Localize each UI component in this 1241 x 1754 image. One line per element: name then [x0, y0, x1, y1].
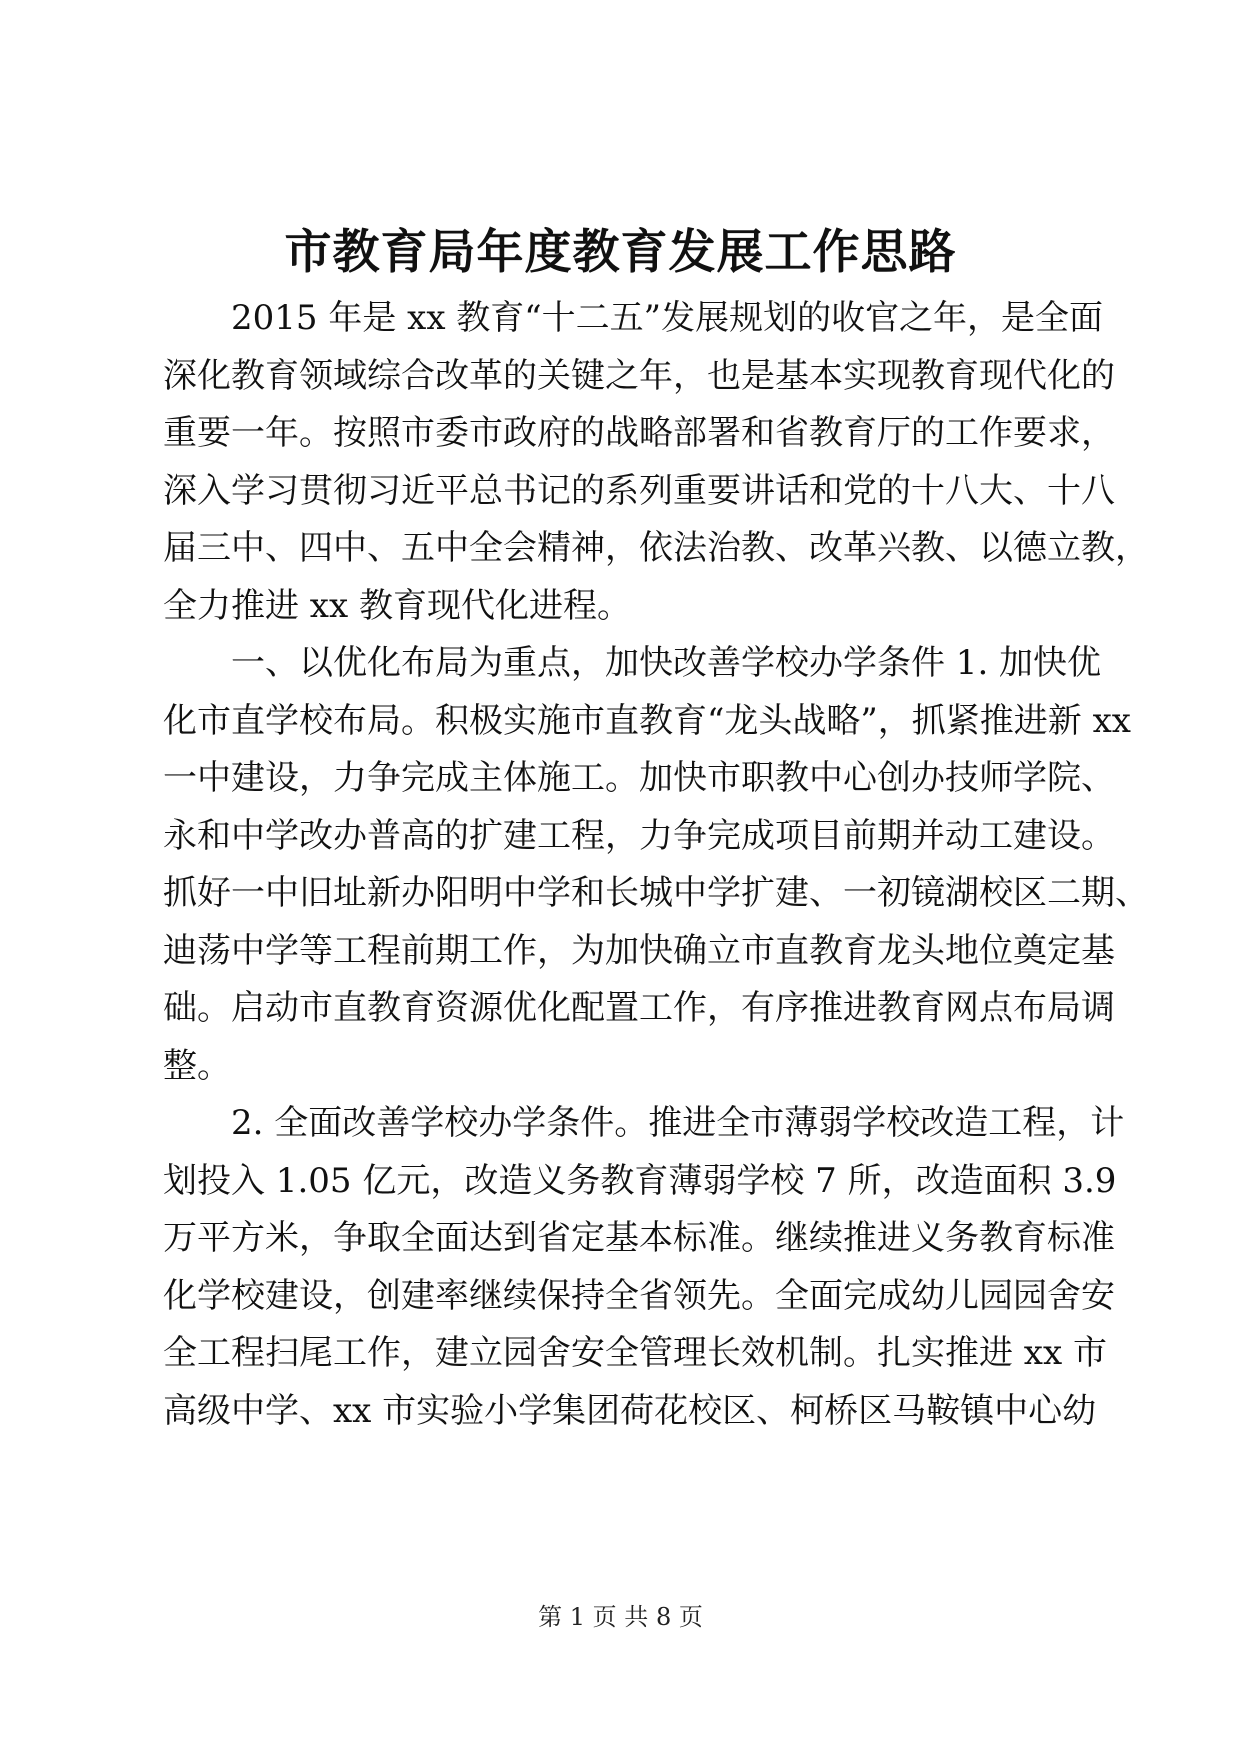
paragraph-line: 2015 年是 xx 教育“十二五”发展规划的收官之年，是全面 [231, 298, 1104, 338]
paragraph-line: 2. 全面改善学校办学条件。推进全市薄弱学校改造工程，计 [231, 1103, 1125, 1143]
paragraph-line: 深入学习贯彻习近平总书记的系列重要讲话和党的十八大、十八 [163, 470, 1115, 511]
document-title: 市教育局年度教育发展工作思路 [284, 225, 957, 280]
paragraph-line: 万平方米，争取全面达到省定基本标准。继续推进义务教育标准 [163, 1218, 1115, 1258]
paragraph-line: 深化教育领域综合改革的关键之年，也是基本实现教育现代化的 [163, 355, 1115, 396]
paragraph-line: 一中建设，力争完成主体施工。加快市职教中心创办技师学院、 [163, 758, 1115, 798]
paragraph-line: 永和中学改办普高的扩建工程，力争完成项目前期并动工建设。 [163, 815, 1115, 856]
page-number-footer: 第 1 页 共 8 页 [538, 1603, 703, 1631]
paragraph-line: 化市直学校布局。积极实施市直教育“龙头战略”，抓紧推进新 xx [163, 700, 1131, 741]
paragraph-line: 整。 [163, 1045, 231, 1086]
paragraph-line: 全力推进 xx 教育现代化进程。 [163, 585, 631, 626]
document-body [163, 290, 1149, 1440]
paragraph-line: 抓好一中旧址新办阳明中学和长城中学扩建、一初镜湖校区二期、 [163, 873, 1149, 913]
paragraph-line: 化学校建设，创建率继续保持全省领先。全面完成幼儿园园舍安 [163, 1275, 1115, 1316]
paragraph-line: 础。启动市直教育资源优化配置工作，有序推进教育网点布局调 [163, 988, 1115, 1028]
paragraph-line: 届三中、四中、五中全会精神，依法治教、改革兴教、以德立教， [163, 528, 1149, 568]
paragraph-line: 一、以优化布局为重点，加快改善学校办学条件 1. 加快优 [231, 643, 1102, 683]
paragraph-line: 全工程扫尾工作，建立园舍安全管理长效机制。扎实推进 xx 市 [163, 1333, 1107, 1373]
paragraph-line: 重要一年。按照市委市政府的战略部署和省教育厅的工作要求， [163, 413, 1115, 453]
paragraph-line: 迪荡中学等工程前期工作，为加快确立市直教育龙头地位奠定基 [163, 930, 1115, 971]
paragraph-line: 划投入 1.05 亿元，改造义务教育薄弱学校 7 所，改造面积 3.9 [163, 1160, 1117, 1201]
paragraph-line: 高级中学、xx 市实验小学集团荷花校区、柯桥区马鞍镇中心幼 [163, 1390, 1097, 1431]
